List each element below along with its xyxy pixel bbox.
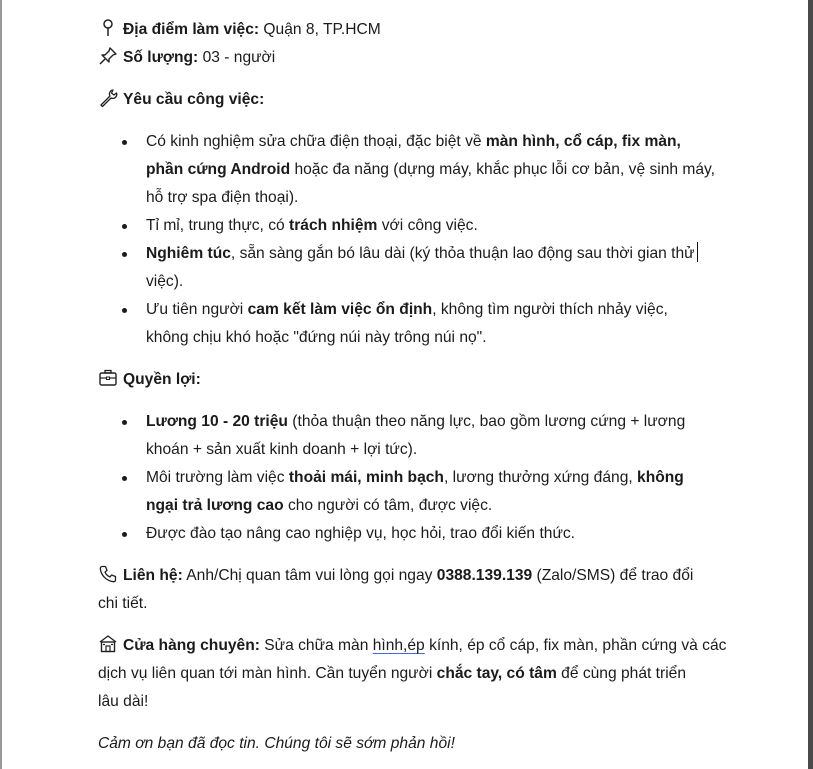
location-label: Địa điểm làm việc: [123, 21, 260, 38]
list-item: Được đào tạo nâng cao nghiệp vụ, học hỏi, trao đổi kiến thức. [98, 520, 728, 548]
list-item: Có kinh nghiệm sửa chữa điện thoại, đặc biệt về màn hình, cổ cáp, fix màn, phần cứng Android hoặc đa năng (dựng máy, khắc phục lỗi cơ bản, vệ sinh máy, hỗ trợ spa điện thoại). [98, 128, 728, 212]
benefits-list [98, 408, 728, 548]
list-item: Tỉ mỉ, trung thực, có trách nhiệm với công việc. [98, 212, 728, 240]
pushpin-icon [98, 46, 118, 66]
list-item: Môi trường làm việc thoải mái, minh bạch, lương thưởng xứng đáng, không ngại trả lương cao cho người có tâm, được việc. [98, 464, 728, 520]
phone-icon [98, 564, 118, 584]
wrench-icon [98, 88, 118, 108]
page-left-edge [0, 0, 2, 769]
briefcase-icon [98, 368, 118, 388]
list-item: Nghiêm túc, sẵn sàng gắn bó lâu dài (ký thỏa thuận lao động sau thời gian thử việc). [98, 240, 728, 296]
quantity-line [98, 44, 728, 72]
location-line [98, 16, 728, 44]
list-item: Ưu tiên người cam kết làm việc ổn định, không tìm người thích nhảy việc, không chịu khó hoặc "đứng núi này trông núi nọ". [98, 296, 728, 352]
shop-paragraph: Cửa hàng chuyên: Sửa chữa màn hình,ép kính, ép cổ cáp, fix màn, phần cứng và các dịch vụ liên quan tới màn hình. Cần tuyển người chắc tay, có tâm để cùng phát triển lâu dài! [98, 632, 728, 716]
spellcheck-underline: hình,ép [372, 637, 425, 654]
text-cursor [697, 242, 698, 262]
location-pin-icon [98, 18, 118, 38]
contact-paragraph: Liên hệ: Anh/Chị quan tâm vui lòng gọi ngay 0388.139.139 (Zalo/SMS) để trao đổi chi tiết. [98, 562, 728, 618]
location-value: Quận 8, TP.HCM [263, 21, 381, 38]
closing-line: Cảm ơn bạn đã đọc tin. Chúng tôi sẽ sớm phản hồi! [98, 735, 455, 752]
requirements-list [98, 128, 728, 352]
quantity-value: 03 - người [202, 49, 276, 66]
list-item: Lương 10 - 20 triệu (thỏa thuận theo năng lực, bao gồm lương cứng + lương khoán + sản xuất kinh doanh + lợi tức). [98, 408, 728, 464]
document-body[interactable] [98, 16, 728, 758]
quantity-label: Số lượng: [123, 49, 199, 66]
requirements-heading: Yêu cầu công việc: [98, 86, 728, 114]
page-right-edge[interactable] [808, 0, 813, 769]
shop-icon [98, 634, 118, 654]
benefits-heading: Quyền lợi: [98, 366, 728, 394]
